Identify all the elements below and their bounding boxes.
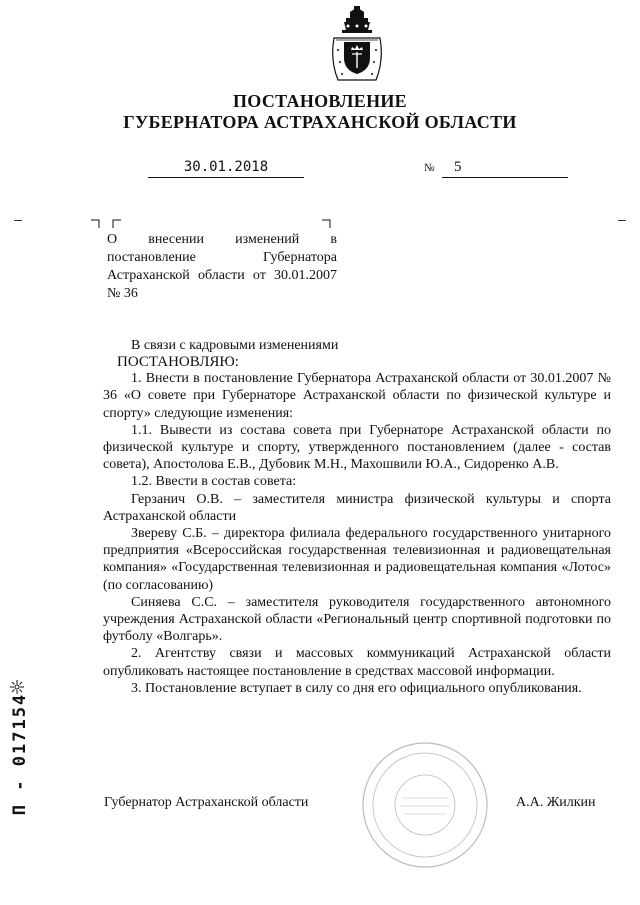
- number-label: №: [424, 162, 435, 174]
- document-subject: О внесении изменений в постановление Губернатора Астраханской области от 30.01.2007 № 36: [107, 232, 337, 301]
- document-date: 30.01.2018: [148, 159, 304, 178]
- member-zvereva: Звереву С.Б. – директора филиала федерального государственного унитарного предприятия «Всероссийская государственная телевизионная и радиовещательная компания» «Государственная телевизионная и радиовещательная компания «Лотос» (по согласованию): [103, 526, 611, 593]
- document-type-title: ПОСТАНОВЛЕНИЕ: [233, 91, 407, 111]
- issuer-title: ГУБЕРНАТОРА АСТРАХАНСКОЙ ОБЛАСТИ: [123, 112, 517, 132]
- paragraph-1-1: 1.1. Вывести из состава совета при Губернаторе Астраханской области по физической культуре и спорту, утвержденного постановлением (далее - состав совета), Апостолова Е.В., Дубовик М.Н., Махошвили Ю.А., Сидоренко А.В.: [103, 422, 611, 473]
- document-number-field: [442, 159, 568, 178]
- member-sinyaev: Синяева С.С. – заместителя руководителя государственного автономного учреждения Астраханской области «Региональный центр спортивной подготовки по футболу «Волгарь».: [103, 594, 611, 645]
- document-number: 5: [454, 159, 462, 175]
- paragraph-3: 3. Постановление вступает в силу со дня его официального опубликования.: [131, 680, 582, 696]
- margin-mark-left: [14, 220, 22, 221]
- serial-number-block: [0, 680, 40, 840]
- official-stamp: [360, 740, 490, 870]
- margin-mark-right: [618, 220, 626, 221]
- paragraph-1-2: 1.2. Ввести в состав совета:: [131, 474, 297, 490]
- coat-of-arms-icon: [328, 4, 386, 82]
- signatory-name: А.А. Жилкин: [516, 795, 596, 810]
- subject-brackets: [90, 218, 340, 232]
- serial-number: П - 017154: [10, 692, 30, 816]
- paragraph-2: 2. Агентству связи и массовых коммуникаций Астраханской области опубликовать настоящее постановление в средствах массовой информации.: [103, 646, 611, 679]
- document-body: [103, 337, 611, 697]
- paragraph-1: 1. Внести в постановление Губернатора Астраханской области от 30.01.2007 № 36 «О совете при Губернаторе Астраханской области по физической культуре и спорту» следующие изменения:: [103, 371, 611, 421]
- signatory-position: Губернатор Астраханской области: [104, 795, 309, 810]
- intro-text: В связи с кадровыми изменениями: [131, 338, 339, 353]
- decree-word: ПОСТАНОВЛЯЮ:: [117, 354, 239, 371]
- member-gerzanich: Герзанич О.В. – заместителя министра физической культуры и спорта Астраханской области: [103, 491, 611, 524]
